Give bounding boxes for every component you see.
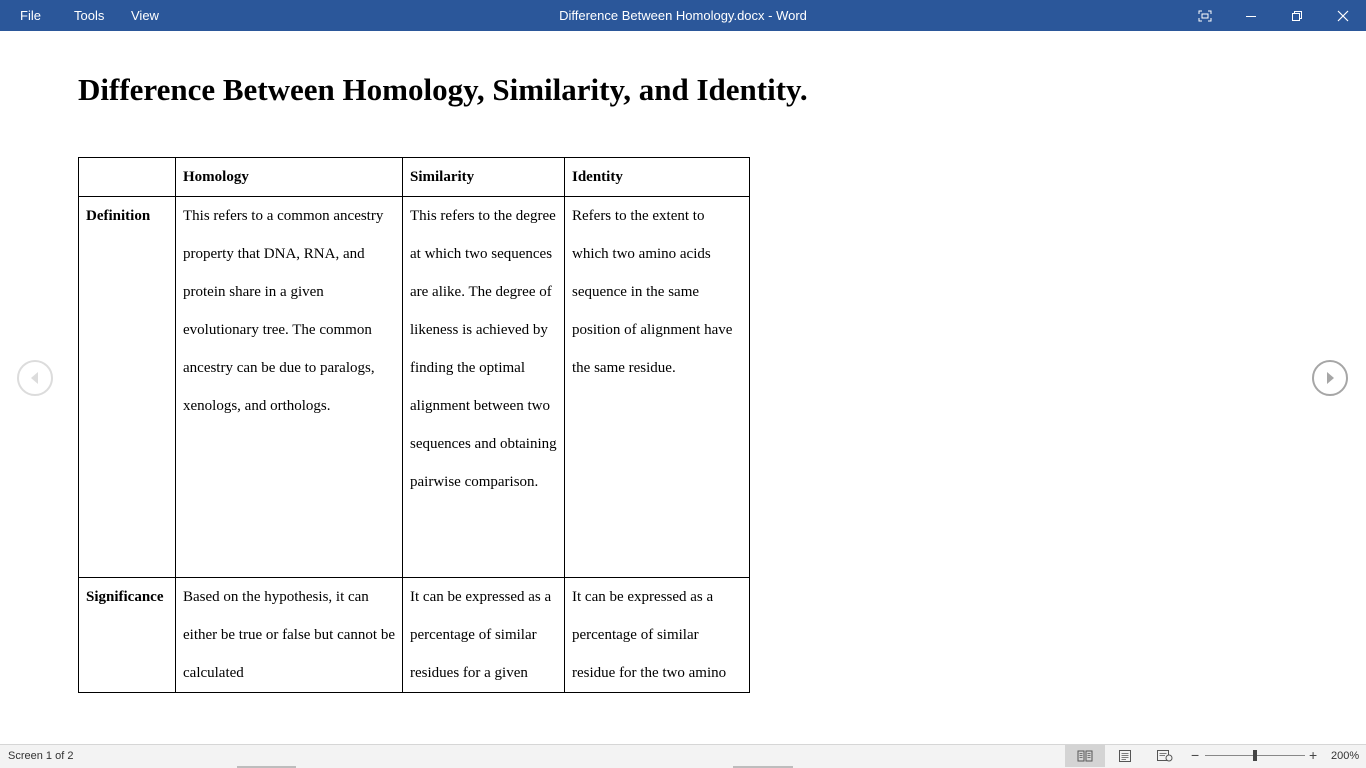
screen-indicator: Screen 1 of 2: [8, 750, 74, 762]
table-cell: Refers to the extent to which two amino acids sequence in the same position of alignment have the same residue.: [565, 197, 750, 578]
zoom-level[interactable]: 200%: [1331, 750, 1360, 762]
document-title: Difference Between Homology, Similarity, and Identity.: [78, 72, 808, 107]
next-screen-button[interactable]: [1312, 360, 1348, 396]
print-layout-button[interactable]: [1105, 745, 1145, 767]
read-mode-icon: [1077, 750, 1093, 762]
restore-icon: [1291, 10, 1303, 22]
restore-button[interactable]: [1274, 0, 1320, 31]
minimize-icon: [1245, 10, 1257, 22]
menu-file[interactable]: File: [20, 8, 41, 23]
zoom-out-button[interactable]: −: [1191, 747, 1200, 763]
table-header-cell: Identity: [565, 158, 750, 197]
table-header-cell: Similarity: [403, 158, 565, 197]
row-label-definition: Definition: [79, 197, 176, 578]
web-layout-icon: [1157, 750, 1173, 762]
zoom-slider-thumb[interactable]: [1253, 750, 1257, 761]
title-bar: [0, 0, 1366, 31]
table-cell: This refers to the degree at which two sequences are alike. The degree of likeness is achieved by finding the optimal alignment between two sequences and obtaining pairwise comparison.: [403, 197, 565, 578]
zoom-in-button[interactable]: +: [1309, 747, 1318, 763]
table-cell: This refers to a common ancestry property that DNA, RNA, and protein share in a given evolutionary tree. The common ancestry can be due to paralogs, xenologs, and orthologs.: [176, 197, 403, 578]
table-header-row: [79, 158, 750, 197]
close-icon: [1337, 10, 1349, 22]
window-title: Difference Between Homology.docx - Word: [559, 8, 807, 23]
focus-mode-button[interactable]: [1182, 0, 1228, 31]
previous-screen-button[interactable]: [17, 360, 53, 396]
comparison-table: [78, 157, 750, 693]
arrow-right-icon: [1324, 371, 1336, 385]
table-cell: It can be expressed as a percentage of similar residues for a given: [403, 578, 565, 693]
read-mode-button[interactable]: [1065, 745, 1105, 767]
row-label-significance: Significance: [79, 578, 176, 693]
web-layout-button[interactable]: [1145, 745, 1185, 767]
status-bar: [0, 744, 1366, 768]
table-cell: It can be expressed as a percentage of similar residue for the two amino: [565, 578, 750, 693]
arrow-left-icon: [29, 371, 41, 385]
minimize-button[interactable]: [1228, 0, 1274, 31]
table-header-cell: [79, 158, 176, 197]
print-layout-icon: [1118, 750, 1132, 762]
table-row: [79, 578, 750, 693]
menu-tools[interactable]: Tools: [74, 8, 105, 23]
table-row: [79, 197, 750, 578]
table-header-cell: Homology: [176, 158, 403, 197]
focus-icon: [1198, 10, 1212, 22]
menu-view[interactable]: View: [131, 8, 159, 23]
close-button[interactable]: [1320, 0, 1366, 31]
table-cell: Based on the hypothesis, it can either be true or false but cannot be calculated: [176, 578, 403, 693]
